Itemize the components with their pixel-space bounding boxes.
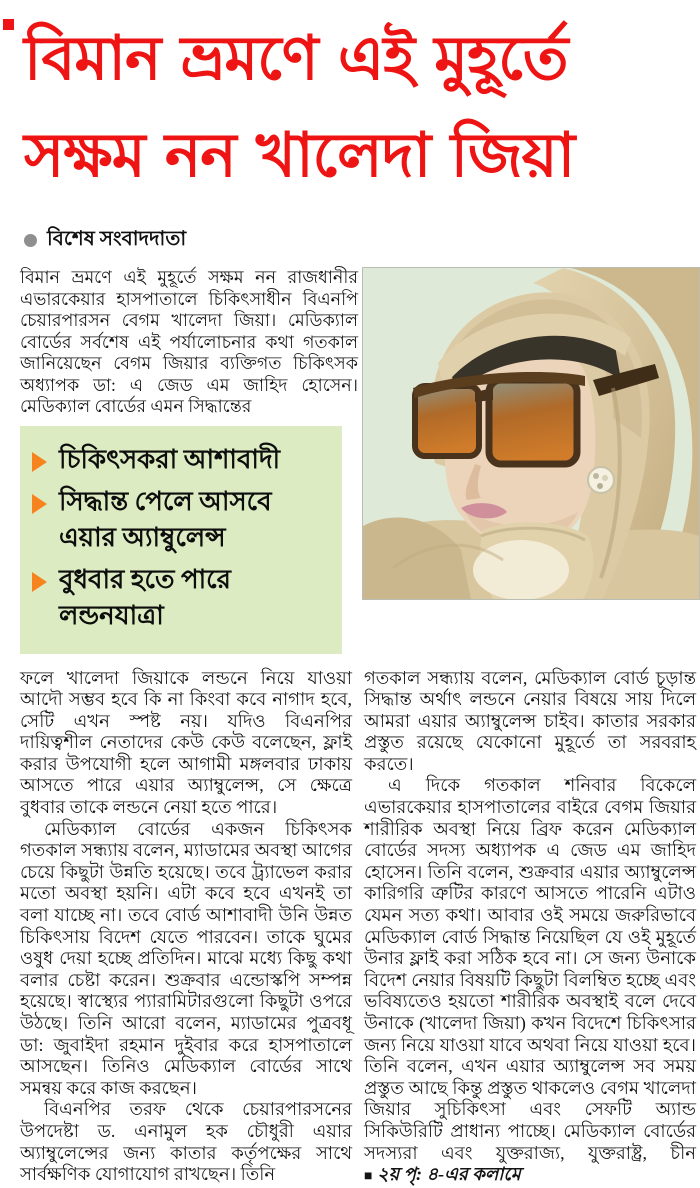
lead-section xyxy=(0,267,700,654)
body-paragraph: ফলে খালেদা জিয়াকে লন্ডনে নিয়ে যাওয়া আদৌ সম্ভব হবে কি না কিংবা কবে নাগাদ হবে, সেটি এখন স্পষ্ট নয়। যদিও বিএনপির দায়িত্বশীল নেতাদের কেউ কেউ বলেছেন, ফ্লাই করার উপযোগী হলে আগামী মঙ্গলবার ঢাকায় আসতে পারে এয়ার অ্যাম্বুলেন্স, সে ক্ষেত্রে বুধবার তাকে লন্ডনে নেয়া হতে পারে। xyxy=(20,667,352,818)
byline-dot-icon xyxy=(24,234,37,247)
intro-paragraph: বিমান ভ্রমণে এই মুহূর্তে সক্ষম নন রাজধানীর এভারকেয়ার হাসপাতালে চিকিৎসাধীন বিএনপি চেয়ারপারসন বেগম খালেদা জিয়া। মেডিক্যাল বোর্ডের সর্বশেষ এই পর্যালোচনার কথা গতকাল জানিয়েছেন বেগম জিয়ার ব্যক্তিগত চিকিৎসক অধ্যাপক ডা: এ জেড এম জাহিদ হোসেন। মেডিক্যাল বোর্ডের এমন সিদ্ধান্তের xyxy=(20,267,358,416)
portrait-illustration xyxy=(363,268,699,599)
key-point-text: সিদ্ধান্ত পেলে আসবে এয়ার অ্যাম্বুলেন্স xyxy=(59,486,272,552)
body-paragraph xyxy=(364,775,696,1187)
key-points-box xyxy=(20,426,342,654)
body-paragraph: গতকাল সন্ধ্যায় বলেন, মেডিক্যাল বোর্ড চূড়ান্ত সিদ্ধান্ত অর্থাৎ লন্ডনে নেয়ার বিষয়ে সায় দিলে আমরা এয়ার অ্যাম্বুলেন্স চাইব। কাতার সরকার প্রস্তুত রয়েছে যেকোনো মুহূর্তে তা সরবরাহ করতে। xyxy=(364,667,696,774)
list-item xyxy=(32,442,332,478)
byline-label: বিশেষ সংবাদদাতা xyxy=(47,228,187,250)
lead-left-column xyxy=(20,267,358,654)
jump-text: ২য় পৃ: ৪-এর কলামে xyxy=(376,1164,521,1185)
red-kicker-square xyxy=(3,19,14,30)
body-paragraph: বিএনপির তরফ থেকে চেয়ারপারসনের উপদেষ্টা ড. এনামুল হক চৌধুরী এয়ার অ্যাম্বুলেন্সের জন্য কাতার কর্তৃপক্ষের সাথে সার্বক্ষণিক যোগাযোগ রাখছেন। তিনি xyxy=(20,1099,352,1185)
article-headline: বিমান ভ্রমণে এই মুহূর্তে সক্ষম নন খালেদা জিয়া xyxy=(24,23,575,191)
triangle-bullet-icon xyxy=(32,452,47,472)
triangle-bullet-icon xyxy=(32,572,47,592)
list-item xyxy=(32,484,332,556)
page-jump-notice xyxy=(364,1164,521,1184)
list-item xyxy=(32,562,332,634)
byline xyxy=(24,224,700,257)
key-point-text: বুধবার হতে পারে লন্ডনযাত্রা xyxy=(59,564,231,630)
jump-square-icon: ■ xyxy=(364,1169,373,1185)
body-column-left xyxy=(20,668,352,1188)
triangle-bullet-icon xyxy=(32,494,47,514)
key-point-text: চিকিৎসকরা আশাবাদী xyxy=(59,444,281,474)
portrait-photo xyxy=(362,267,700,600)
body-columns xyxy=(0,668,700,1188)
key-points-list xyxy=(32,442,332,634)
body-paragraph: মেডিক্যাল বোর্ডের একজন চিকিৎসক গতকাল সন্ধ্যায় বলেন, ম্যাডামের অবস্থা আগের চেয়ে কিছুটা উন্নতি হয়েছে। তবে ট্র্যাভেল করার মতো অবস্থা হয়নি। এটা কবে হবে এখনই তা বলা যাচ্ছে না। তবে বোর্ড আশাবাদী উনি উন্নত চিকিৎসায় বিদেশ যেতে পারবেন। তাকে ঘুমের ওষুধ দেয়া হচ্ছে প্রতিদিন। মাঝে মধ্যে কিছু কথা বলার চেষ্টা করেন। শুক্রবার এন্ডোস্কপি সম্পন্ন হয়েছে। স্বাস্থ্যের প্যারামিটারগুলো কিছুটা ওপরে উঠছে। তিনি আরো বলেন, ম্যাডামের পুত্রবধূ ডা: জুবাইদা রহমান দুইবার করে হাসপাতালে আসছেন। তিনিও মেডিক্যাল বোর্ডের সাথে সমন্বয় করে কাজ করছেন। xyxy=(20,818,352,1098)
body-column-right xyxy=(364,668,696,1188)
body-paragraph-text: এ দিকে গতকাল শনিবার বিকেলে এভারকেয়ার হাসপাতালের বাইরে বেগম জিয়ার শারীরিক অবস্থা নিয়ে ব্রিফ করেন মেডিক্যাল বোর্ডের সদস্য অধ্যাপক এ জেড এম জাহিদ হোসেন। তিনি বলেন, শুক্রবার এয়ার অ্যাম্বুলেন্স কারিগরি ত্রুটির কারণে আসতে পারেনি এটাও যেমন সত্য কথা। আবার ওই সময়ে জরুরিভাবে মেডিক্যাল বোর্ড সিদ্ধান্ত নিয়েছিল যে ওই মুহূর্তে উনার ফ্লাই করা সঠিক হবে না। সে জন্য উনাকে বিদেশ নেয়ার বিষয়টি কিছুটা বিলম্বিত হচ্ছে এবং ভবিষ্যতেও হয়তো শারীরিক অবস্থাই বলে দেবে উনাকে (খালেদা জিয়া) কখন বিদেশে চিকিৎসার জন্য নিয়ে যাওয়া যাবে অথবা নিয়ে যাওয়া হবে। তিনি বলেন, এখন এয়ার অ্যাম্বুলেন্স সব সময় প্রস্তুত আছে কিন্তু প্রস্তুত থাকলেও বেগম খালেদা জিয়ার সুচিকিৎসা এবং সেফটি অ্যান্ড সিকিউরিটি প্রাধান্য পাচ্ছে। মেডিক্যাল বোর্ডের সদস্যরা এবং যুক্তরাজ্য, যুক্তরাষ্ট্র, চীন xyxy=(364,775,696,1163)
